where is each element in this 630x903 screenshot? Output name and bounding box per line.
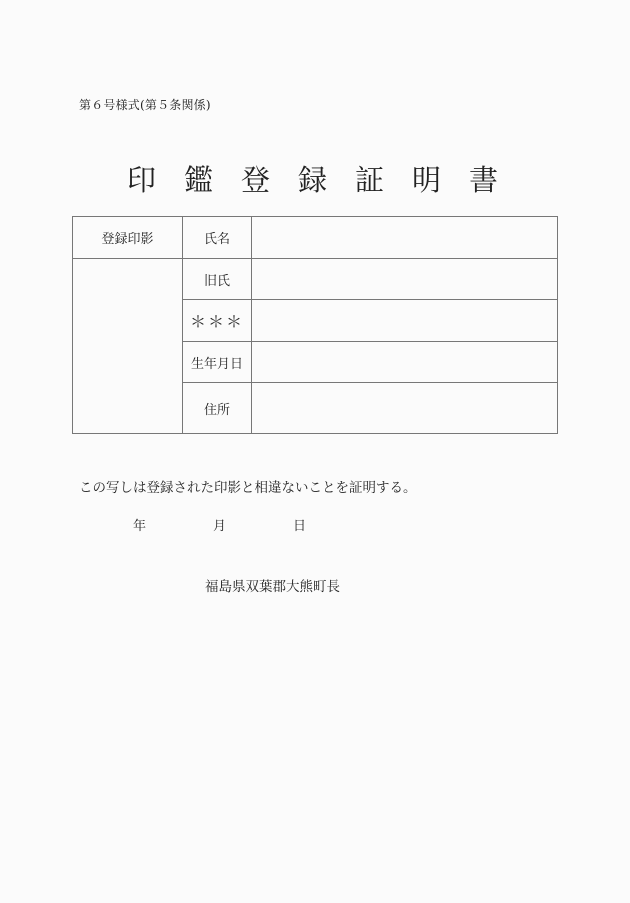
former-name-value xyxy=(252,259,558,300)
registration-table xyxy=(72,216,558,434)
title-char: 鑑 xyxy=(184,163,214,197)
seal-impression-area xyxy=(73,259,183,434)
issuer-name: 福島県双葉郡大熊町長 xyxy=(205,579,340,595)
seal-label-cell: 登録印影 xyxy=(73,217,183,259)
name-label: 氏名 xyxy=(183,217,252,259)
table-row xyxy=(73,217,558,259)
title-char: 明 xyxy=(412,163,442,197)
date-month: 月 xyxy=(213,519,227,534)
title-char: 証 xyxy=(355,163,385,197)
title-char: 録 xyxy=(298,163,328,197)
title-char: 印 xyxy=(127,163,157,197)
title-char: 登 xyxy=(241,163,271,197)
birthdate-label: 生年月日 xyxy=(183,342,252,383)
address-value xyxy=(252,383,558,434)
form-number: 第６号様式(第５条関係) xyxy=(79,98,211,112)
title-char: 書 xyxy=(469,163,499,197)
masked-label: ＊＊＊ xyxy=(183,300,252,342)
date-day: 日 xyxy=(293,519,307,534)
table-row xyxy=(73,259,558,300)
date-year: 年 xyxy=(133,519,147,534)
birthdate-value xyxy=(252,342,558,383)
name-value xyxy=(252,217,558,259)
masked-value xyxy=(252,300,558,342)
former-name-label: 旧氏 xyxy=(183,259,252,300)
document-title xyxy=(127,158,526,199)
address-label: 住所 xyxy=(183,383,252,434)
certification-statement: この写しは登録された印影と相違ないことを証明する。 xyxy=(79,480,417,496)
